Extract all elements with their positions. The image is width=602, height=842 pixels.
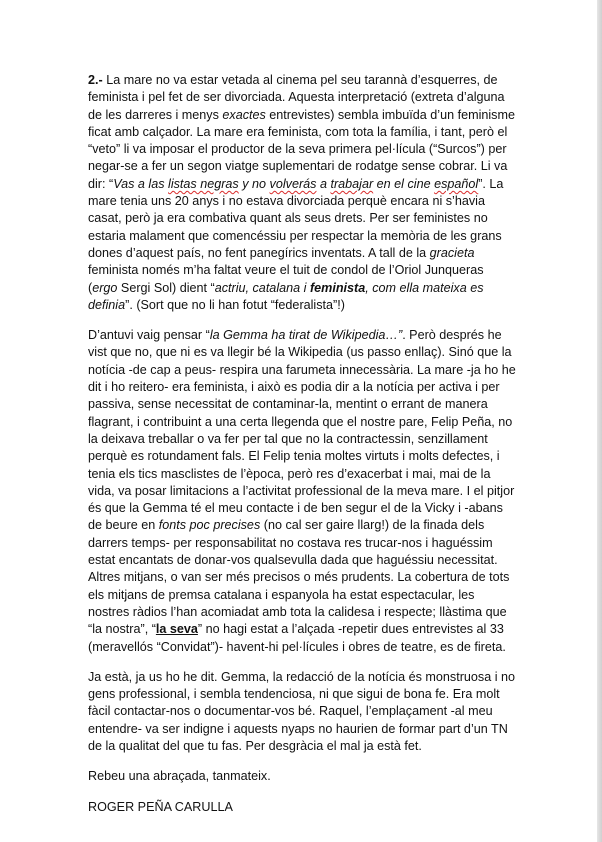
spanish-quote: en el cine [373, 176, 435, 191]
text-run: ” no hagi estat a l’alçada -repetir dues entrevistes al 33 (meravellós “Convidat”)- havent-hi pel·lícules i obres de teatre, es de fireta. [88, 622, 506, 654]
italic-run: exactes [222, 107, 266, 122]
italic-run: la Gemma ha tirat de Wikipedia…” [209, 328, 403, 343]
text-run: . Però després he vist que no, que ni es va llegir bé la Wikipedia (us passo enllaç). Sinó que la notícia -de cap a peus- respira una farumeta innecessària. La mare -ja ho he dit i ho reitero- era feminista, i això es podia dir a la notícia per activa i per passiva, sense necessitat de contaminar-la, mentint o errant de manera flagrant, i contribuint a una certa llegenda que el nostre pare, Felip Peña, no la deixava treballar o va fer per tal que no la contractessin, senzillament perquè es rotundament fals. El Felip tenia moltes virtuts i molts defectes, i tenia els tics masclistes de l’època, però res d’exacerbat i mai, mai de la vida, va posar limitacions a l’activitat professional de la meva mare. I el pitjor és que la Gemma té el meu contacte i de ben segur el de la Vicky i -abans de beure en [88, 328, 516, 533]
paragraph-2 [88, 327, 516, 656]
bold-italic-run: feminista [309, 280, 366, 295]
page-edge-shadow [597, 0, 602, 842]
spanish-quote: Vas a las [113, 176, 169, 191]
italic-run: fonts poc precises [158, 518, 261, 533]
document-page [88, 72, 516, 829]
italic-run: gracieta [429, 245, 475, 260]
closing-line: Rebeu una abraçada, tanmateix. [88, 769, 271, 784]
text-run: Sergi Sol) dient “ [117, 280, 215, 295]
section-number: 2.- [88, 73, 103, 87]
text-run: D’antuvi vaig pensar “ [88, 328, 210, 343]
text-run: (no cal ser gaire llarg!) de la finada dels darrers temps- per responsabilitat no costava res trucar-nos i haguéssim estat encantats de donar-vos qualsevulla dada que haguéssiu necessitat. Altres mitjans, o van ser més precisos o més prudents. La cobertura de tots els mitjans de premsa catalana i espanyola ha estat espectacular, les nostres ràdios l’han acomiadat amb tota la calidesa i respecte; llàstima que “la nostra”, “ [88, 518, 510, 637]
paragraph-3: Ja està, ja us ho he dit. Gemma, la redacció de la notícia és monstruosa i no gens professional, i sembla tendenciosa, ni que sigui de bona fe. Era molt fàcil contactar-nos o documentar-vos bé. Raquel, l’emplaçament -al meu entendre- va ser indigne i aquests nyaps no haurien de formar part d’un TN de la qualitat del que tu fas. Per desgràcia el mal ja està fet. [88, 669, 516, 753]
spanish-quote: a [316, 176, 331, 191]
spellcheck-word[interactable]: volverás [269, 176, 317, 191]
paragraph-1 [88, 72, 516, 314]
bold-underline-run: la seva [155, 622, 198, 637]
spanish-quote: y no [238, 176, 270, 191]
spellcheck-word[interactable]: listas negras [168, 176, 239, 191]
italic-run: , com ella mateixa es definia [88, 280, 484, 312]
italic-run: ergo [92, 280, 118, 295]
text-run: La mare no va estar vetada al cinema pel seu tarannà d’esquerres, de feminista i pel fet de ser divorciada. Aquesta interpretació (extreta d’alguna de les darreres i menys [88, 73, 505, 122]
italic-run: actriu, catalana i [214, 280, 310, 295]
spellcheck-word[interactable]: español [434, 176, 479, 191]
text-run: ”. La mare tenia uns 20 anys i no estava divorciada perquè encara ni s’havia casat, però ja era combativa quant als seus drets. Per ser feministes no estaria malament que comencéssiu per respectar la memòria de les grans dones d’aquest país, no fent panegírics inventats. A tall de la [88, 176, 504, 260]
spellcheck-word[interactable]: trabajar [330, 176, 374, 191]
signature: ROGER PEÑA CARULLA [88, 799, 233, 814]
text-run: feminista només m’ha faltat veure el tuit de condol de l’Oriol Junqueras ( [88, 263, 484, 295]
text-run: entrevistes) sembla imbuïda d’un feminisme ficat amb calçador. La mare era feminista, com tota la família, i tant, però el “veto” li va imposar el productor de la seva primera pel·lícula (“Surcos”) per negar-se a fer un segon viatge suplementari de rodatge sense cobrar. Li va dir: “ [88, 107, 515, 191]
text-run: ”. (Sort que no li han fotut “federalista”!) [125, 297, 345, 312]
